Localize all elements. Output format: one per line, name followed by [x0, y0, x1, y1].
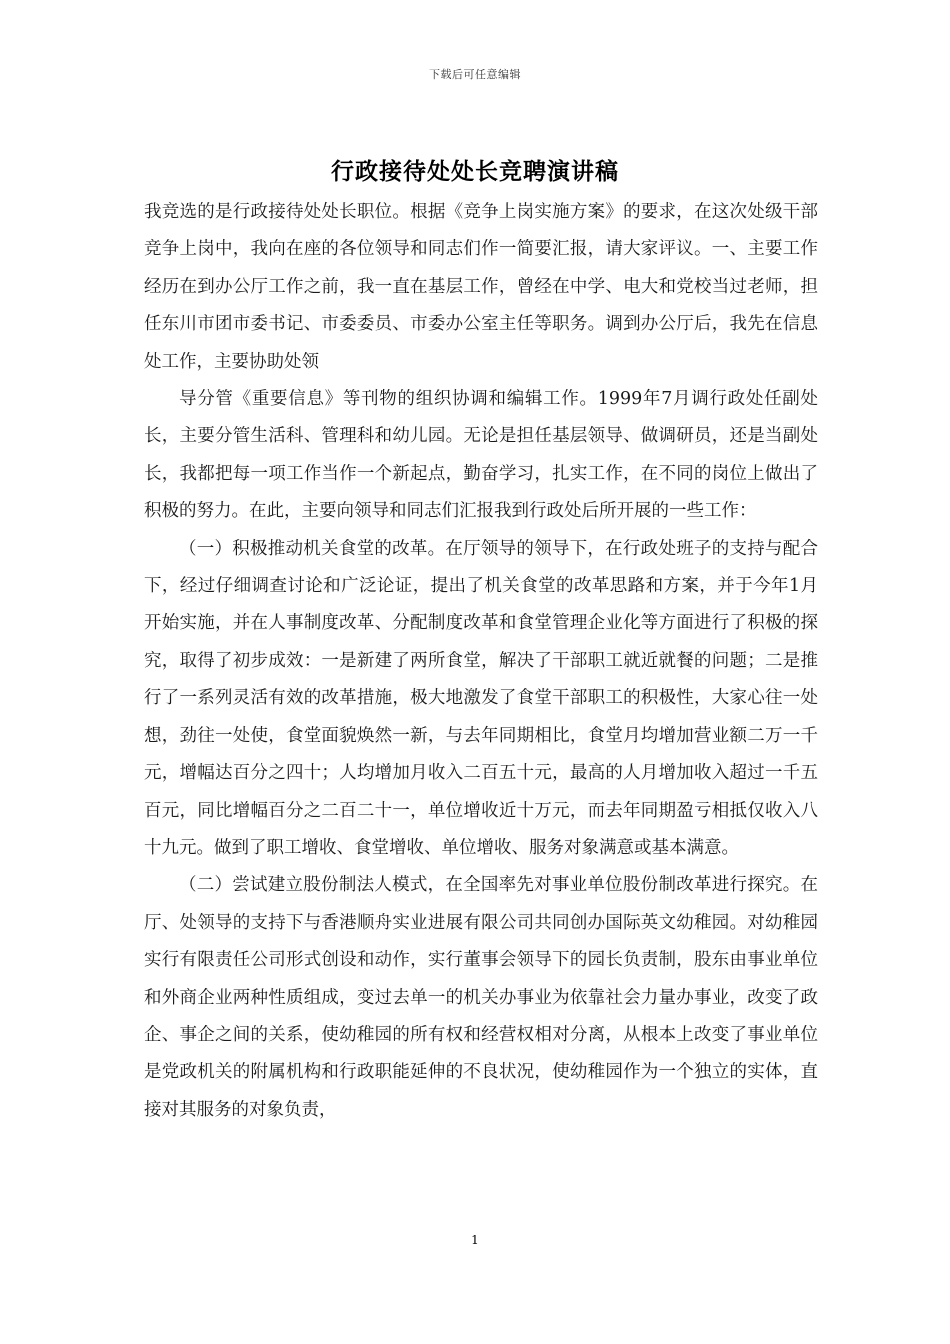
document-title: 行政接待处处长竞聘演讲稿 [331, 158, 619, 185]
paragraph-canteen-reform: （一）积极推动机关食堂的改革。在厅领导的领导下，在行政处班子的支持与配合下，经过仔细调查讨论和广泛论证，提出了机关食堂的改革思路和方案，并于今年1月开始实施，并在人事制度改革、分配制度改革和食堂管理企业化等方面进行了积极的探究，取得了初步成效：一是新建了两所食堂，解决了干部职工就近就餐的问题；二是推行了一系列灵活有效的改革措施，极大地激发了食堂干部职工的积极性，大家心往一处想，劲往一处使，食堂面貌焕然一新，与去年同期相比，食堂月均增加营业额二万一千元，增幅达百分之四十；人均增加月收入二百五十元，最高的人月增加收入超过一千五百元，同比增幅百分之二百二十一，单位增收近十万元，而去年同期盈亏相抵仅收入八十九元。做到了职工增收、食堂增收、单位增收、服务对象满意或基本满意。 [144, 538, 818, 858]
page-header: 下载后可任意编辑 [429, 68, 521, 81]
paragraph-work-history: 导分管《重要信息》等刊物的组织协调和编辑工作。1999年7月调行政处任副处长，主要分管生活科、管理科和幼儿园。无论是担任基层领导、做调研员，还是当副处长，我都把每一项工作当作一个新起点，勤奋学习，扎实工作，在不同的岗位上做出了积极的努力。在此，主要向领导和同志们汇报我到行政处后所开展的一些工作： [144, 389, 818, 522]
page-number: 1 [471, 1233, 479, 1247]
document-body [144, 194, 818, 1129]
paragraph-intro: 我竞选的是行政接待处处长职位。根据《竞争上岗实施方案》的要求，在这次处级干部竞争上岗中，我向在座的各位领导和同志们作一简要汇报，请大家评议。一、主要工作经历在到办公厅工作之前，我一直在基层工作，曾经在中学、电大和党校当过老师，担任东川市团市委书记、市委委员、市委办公室主任等职务。调到办公厅后，我先在信息处工作，主要协助处领 [144, 202, 818, 372]
paragraph-kindergarten-reform: （二）尝试建立股份制法人模式，在全国率先对事业单位股份制改革进行探究。在厅、处领导的支持下与香港顺舟实业进展有限公司共同创办国际英文幼稚园。对幼稚园实行有限责任公司形式创设和动作，实行董事会领导下的园长负责制，股东由事业单位和外商企业两种性质组成，变过去单一的机关办事业为依靠社会力量办事业，改变了政企、事企之间的关系，使幼稚园的所有权和经营权相对分离，从根本上改变了事业单位是党政机关的附属机构和行政职能延伸的不良状况，使幼稚园作为一个独立的实体，直接对其服务的对象负责， [144, 875, 818, 1120]
